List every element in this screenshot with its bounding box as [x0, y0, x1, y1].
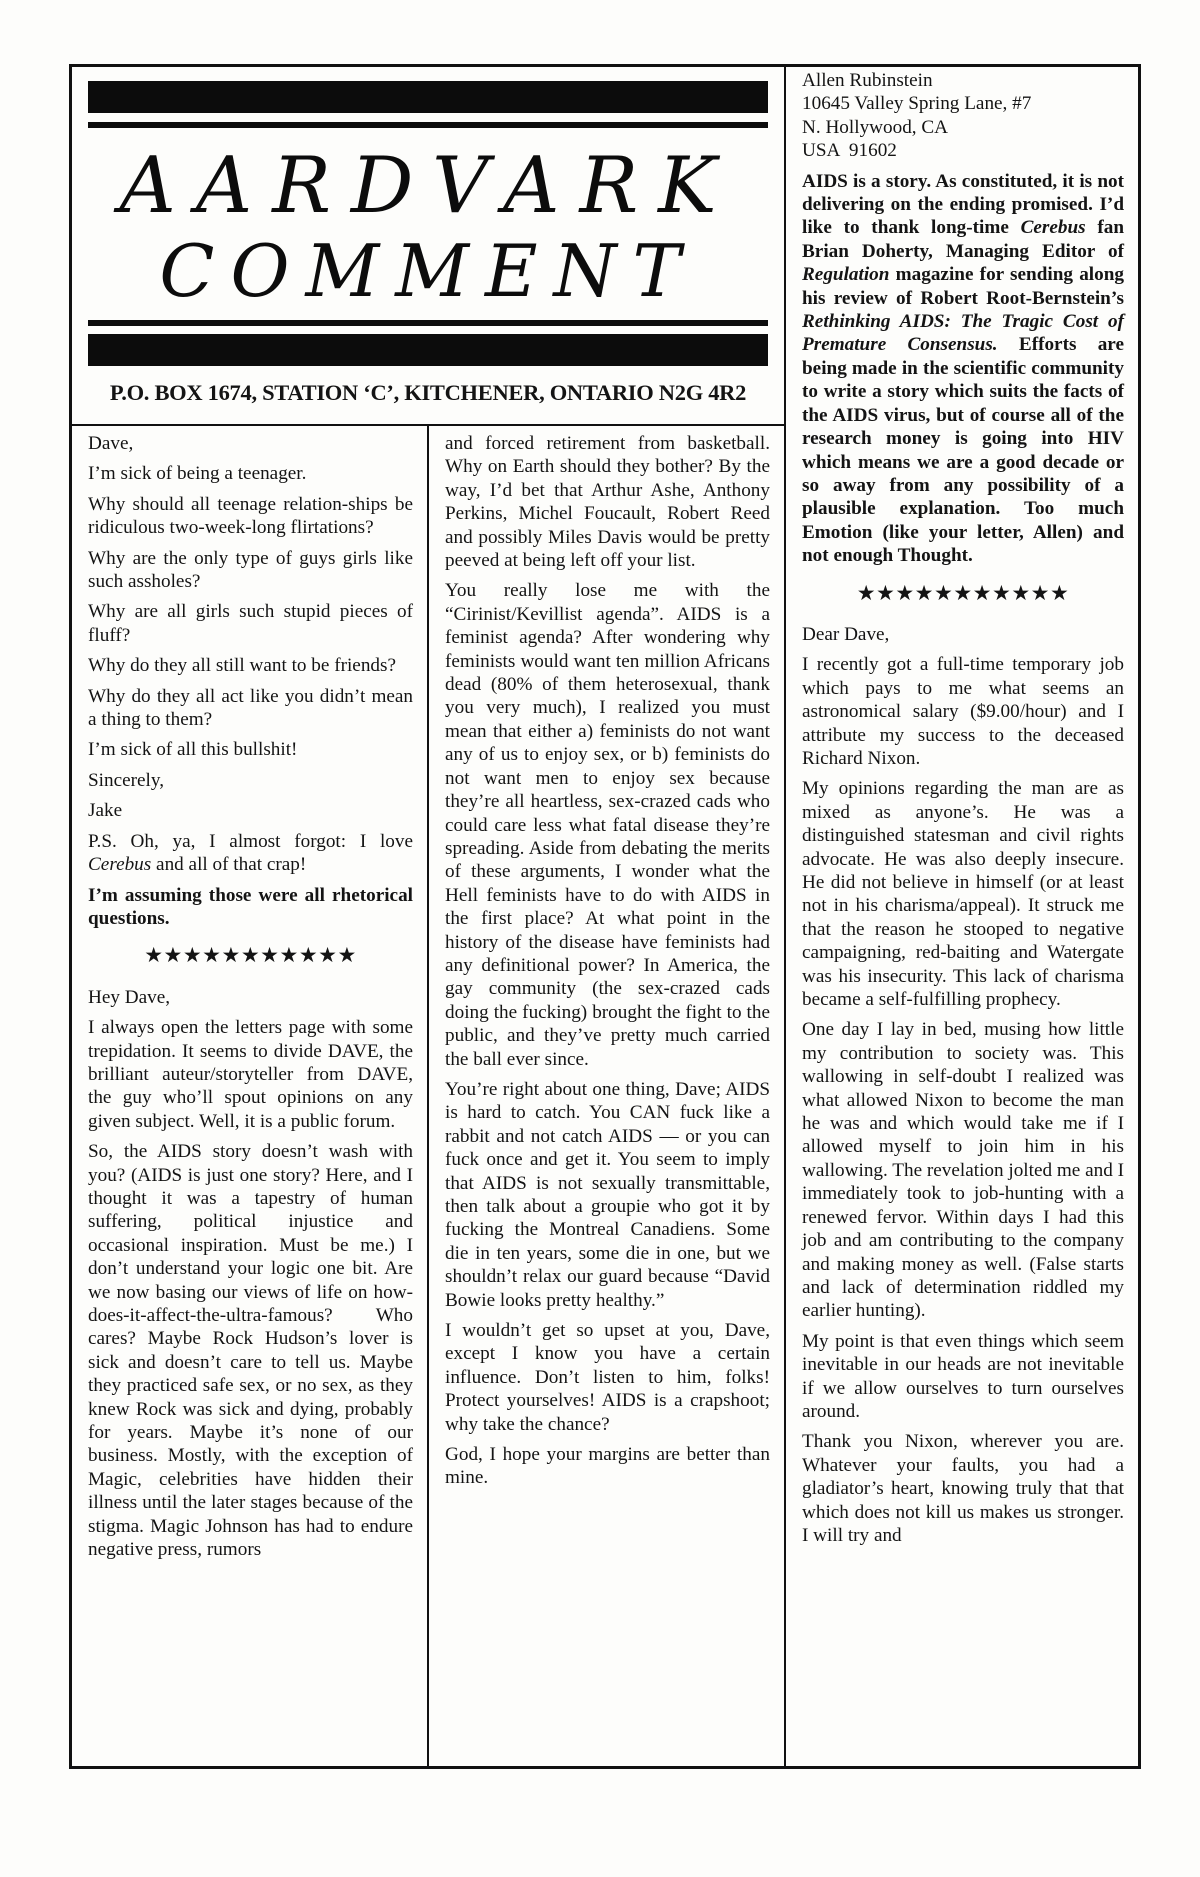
letter2-continued-paragraph: You really lose me with the “Cirinist/Kevillist agenda”. AIDS is a feminist agenda? After wondering why feminists would want ten million Africans dead (80% of them heterosexual, thank you very much), I realized you must mean that either a) feminists do not want any of us to enjoy sex, or b) feminists do not want men to enjoy sex because they’re all heartless, sex-crazed cads who could care less what fatal disease they’re spreading. Aside from debating the merits of these arguments, I wonder what the Hell feminists have to do with AIDS in the first place? At what point in the history of the disease have feminists had any definitional power? In America, the gay community (the sex-crazed cads doing the fucking) brought the fight to the public, and they’ve pretty much carried the ball ever since. [445, 580, 770, 1070]
letter1-paragraph: Why should all teenage relation-ships be ridiculous two-week-long flirtations? [88, 493, 413, 539]
letter3-paragraph: My opinions regarding the man are as mixed as anyone’s. He was a distinguished statesman and civil rights advocate. He was also deeply insecure. He did not believe in himself (or at least not in his charisma/appeal). It struck me that the reason he stooped to negative campaigning, red-baiting and Watergate was his insecurity. This lack of charisma became a self-fulfilling prophecy. [802, 778, 1124, 1011]
reply-italic-title: Cerebus [1020, 217, 1086, 239]
ps-text-end: and all of that crap! [151, 854, 307, 876]
letter3-salutation: Dear Dave, [802, 623, 890, 645]
letter1-signature: Jake [88, 800, 123, 822]
right-column [784, 67, 1138, 1766]
masthead-bottom-thick-bar [88, 334, 768, 366]
reply-text: fan Brian Doherty, Managing Editor of [802, 217, 1124, 262]
letter1-paragraph: I’m sick of being a teenager. [88, 463, 307, 485]
middle-column [429, 424, 784, 1497]
ps-title-italic: Cerebus [88, 854, 152, 876]
masthead-box [72, 67, 786, 426]
ps-text: P.S. Oh, ya, I almost forgot: I love [88, 830, 413, 852]
letter2-paragraph: So, the AIDS story doesn’t wash with you? (AIDS is just one story? Here, and I thought it was a tapestry of human suffering, political injustice and occasional inspiration. Must be me.) I don’t understand your logic one bit. Are we now basing our views of life on how-does-it-affect-the-ultra-famous? Who cares? Maybe Rock Hudson’s lover is sick and doesn’t care to tell us. Maybe they practiced safe sex, or no sex, as they knew Rock was sick and dying, probably for years. Maybe it’s none of our business. Mostly, with the exception of Magic, celebrities have hidden their illness until the later stages because of the stigma. Magic Johnson has had to endure negative press, rumors [88, 1141, 413, 1561]
masthead-title-line2: COMMENT [159, 229, 697, 313]
sender-country-zip: USA 91602 [802, 140, 897, 162]
letter2-continued-paragraph: God, I hope your margins are better than mine. [445, 1444, 770, 1489]
sender-name: Allen Rubinstein [802, 70, 933, 91]
left-column [72, 424, 429, 1766]
letter3-paragraph: My point is that even things which seem inevitable in our heads are not inevitable if we allow ourselves to turn ourselves around. [802, 1330, 1124, 1422]
reply-italic-title: Rethinking AIDS: The Tragic Cost of Premature Consensus. [802, 311, 1124, 356]
sender-address [802, 69, 1124, 163]
reply-text: AIDS is a story. As constituted, it is not delivering on the ending promised. I’d like to thank long-time [802, 170, 1124, 239]
reply-text: magazine for sending along his review of Robert Root-Bernstein’s [802, 264, 1124, 309]
letter2-salutation: Hey Dave, [88, 986, 171, 1008]
letter1-paragraph: Why do they all act like you didn’t mean a thing to them? [88, 685, 413, 731]
star-separator-icon: ★★★★★★★★★★★ [144, 943, 357, 968]
letter2-paragraph: I always open the letters page with some trepidation. It seems to divide DAVE, the brilliant auteur/storyteller from DAVE, the guy who’ll spout opinions on any given subject. Well, it is a public forum. [88, 1017, 413, 1132]
letter2-continued-paragraph: You’re right about one thing, Dave; AIDS is hard to catch. You CAN fuck like a rabbit and not catch AIDS — or you can fuck once and get it. You seem to imply that AIDS is not sexually transmittable, then talk about a groupie who got it by fucking the Montreal Canadiens. Some die in ten years, some die in one, but we shouldn’t relax our guard because “David Bowie looks pretty healthy.” [445, 1078, 770, 1311]
letter1-postscript [88, 830, 413, 877]
letter1-salutation: Dave, [88, 433, 134, 454]
letter1-closing: Sincerely, [88, 769, 165, 791]
masthead-bottom-thin-bar [88, 320, 768, 326]
letter1-paragraph: Why are all girls such stupid pieces of fluff? [88, 601, 413, 646]
letter1-paragraph: Why are the only type of guys girls like such assholes? [88, 547, 413, 593]
mailing-address: P.O. BOX 1674, STATION ‘C’, KITCHENER, ONTARIO N2G 4R2 [109, 380, 747, 405]
masthead-top-thin-bar [88, 122, 768, 128]
letter1-paragraph: I’m sick of all this bullshit! [88, 739, 298, 761]
editor-reply-2 [802, 170, 1124, 568]
reply-italic-title: Regulation [802, 264, 890, 286]
letter3-paragraph: One day I lay in bed, musing how little my contribution to society was. This wallowing in self-doubt I realized was what allowed Nixon to become the man he was and which would take me if I allowed myself to join him in his wallowing. The revelation jolted me and I immediately took to job-hunting with a renewed fervor. Within days I had this job and am contributing to the company and making money as well. (False starts and lack of determination riddled my earlier hunting). [802, 1019, 1125, 1322]
masthead-top-thick-bar [88, 81, 768, 113]
letter3-paragraph: Thank you Nixon, wherever you are. Whatever your faults, you had a gladiator’s heart, knowing truly that that which does not kill us makes us stronger. I will try and [802, 1431, 1124, 1546]
letters-page-frame [69, 64, 1141, 1769]
letter3-paragraph: I recently got a full-time temporary job which pays to me what seems an astronomical salary ($9.00/hour) and I attribute my success to the deceased Richard Nixon. [802, 654, 1124, 769]
letter2-continued-paragraph: I wouldn’t get so upset at you, Dave, except I know you have a certain influence. Don’t listen to him, folks! Protect yourselves! AIDS is a crapshoot; why take the chance? [445, 1320, 770, 1435]
masthead-title-line1: AARDVARK [119, 141, 737, 231]
letter1-paragraph: Why do they all still want to be friends? [88, 655, 396, 677]
editor-reply-1: I’m assuming those were all rhetorical questions. [88, 884, 413, 929]
star-separator-icon: ★★★★★★★★★★★ [856, 580, 1070, 605]
letter2-continued-paragraph: and forced retirement from basketball. Why on Earth should they bother? By the way, I’d bet that Arthur Ashe, Anthony Perkins, Michel Foucault, Robert Reed and possibly Miles Davis would be pretty peeved at being left off your list. [445, 433, 770, 572]
sender-street: 10645 Valley Spring Lane, #7 [802, 93, 1032, 115]
reply-text: Efforts are being made in the scientific community to write a story which suits the facts of the AIDS virus, but of course all of the research money is going into HIV which means we are a good decade or so away from any possibility of a plausible explanation. Too much Emotion (like your letter, Allen) and not enough Thought. [802, 334, 1124, 567]
sender-city: N. Hollywood, CA [802, 116, 949, 138]
